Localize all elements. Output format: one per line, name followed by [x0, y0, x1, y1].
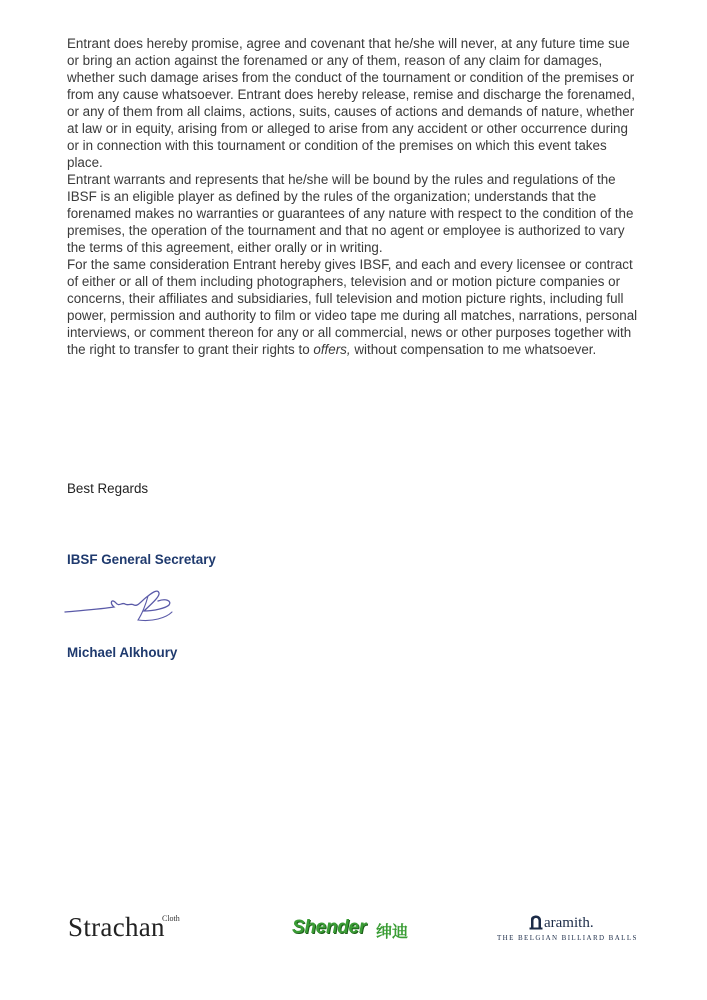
strachan-logo: [68, 910, 188, 946]
shender-logo: [292, 916, 418, 944]
strachan-cloth-label: Cloth: [162, 914, 180, 923]
media-rights-italic: offers,: [313, 342, 351, 357]
media-rights-text: For the same consideration Entrant hereby gives IBSF, and each and every licensee or contract of either or all of them including photographers, television and or motion picture companies or concerns, their affiliates and subsidiaries, full television and motion picture rights, including full power, permission and authority to film or video tape me during all matches, narrations, personal interviews, or comment thereon for any or all commercial, news or other purposes together with the right to transfer to grant their rights to: [67, 257, 638, 357]
strachan-wordmark: Strachan: [68, 912, 165, 942]
paragraph-media-rights: [67, 256, 639, 358]
aramith-tagline: THE BELGIAN BILLIARD BALLS: [497, 934, 638, 942]
shender-chinese-wordmark: 绅迪: [376, 922, 409, 941]
letter-body: [67, 35, 639, 358]
signatory-title: IBSF General Secretary: [67, 552, 216, 567]
signatory-name: Michael Alkhoury: [67, 645, 178, 660]
aramith-wordmark: aramith.: [544, 915, 594, 931]
aramith-icon: [529, 915, 543, 930]
handwritten-signature: [62, 580, 177, 630]
closing-salutation: Best Regards: [67, 481, 149, 496]
shender-wordmark: Shender: [292, 917, 366, 938]
paragraph-release: Entrant does hereby promise, agree and covenant that he/she will never, at any future time sue or bring an action against the forenamed or any of them, reason of any claim for damages, whether such damage arises from the conduct of the tournament or condition of the premises or from any cause whatsoever. Entrant does hereby release, remise and discharge the forenamed, or any of them from all claims, actions, suits, causes of actions and demands of nature, whether at law or in equity, arising from or alleged to arise from any accident or other occurrence during or in connection with this tournament or condition of the premises on which this event takes place.: [67, 36, 635, 170]
aramith-logo: [497, 913, 639, 945]
paragraph-warranty: Entrant warrants and represents that he/she will be bound by the rules and regulations of the IBSF is an eligible player as defined by the rules of the organization; understands that the forenamed makes no warranties or guarantees of any nature with respect to the condition of the premises, the operation of the tournament and that no agent or employee is authorized to vary the terms of this agreement, either orally or in writing.: [67, 172, 634, 255]
media-rights-ending: without compensation to me whatsoever.: [354, 342, 597, 357]
